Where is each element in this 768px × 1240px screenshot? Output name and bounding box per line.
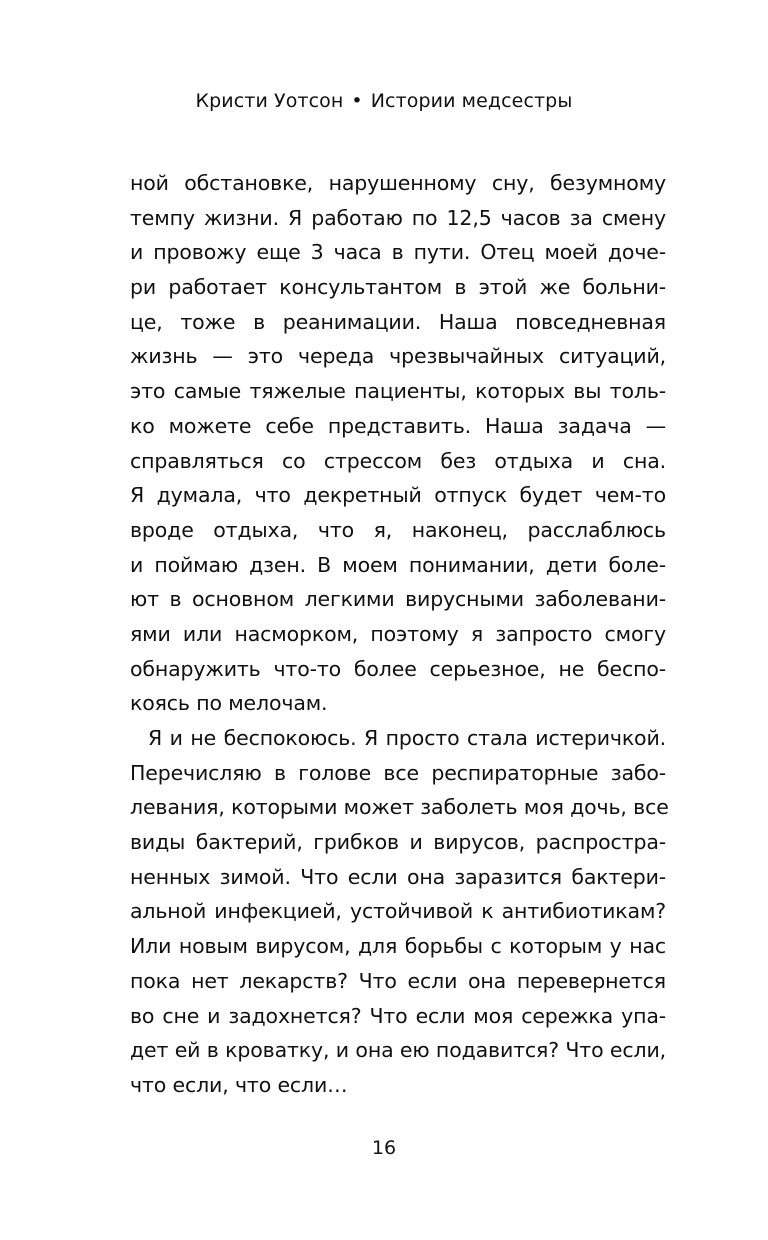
header-title: Истории медсестры — [370, 90, 573, 112]
page-number: 16 — [371, 1137, 397, 1159]
text-line: обнаружить что-то более серьезное, не беспо- — [130, 656, 666, 681]
text-line: и провожу еще 3 часа в пути. Отец моей доче- — [130, 240, 666, 265]
text-line: ют в основном легкими вирусными заболевани- — [130, 587, 666, 612]
text-line: ями или насморком, поэтому я запросто смогу — [130, 621, 666, 646]
text-line: Перечисляю в голове все респираторные забо- — [130, 760, 666, 785]
text-line: виды бактерий, грибков и вирусов, распростра- — [130, 830, 666, 855]
body-text — [130, 166, 669, 1103]
text-line: справляться со стрессом без отдыха и сна. — [130, 448, 666, 473]
text-line: коясь по мелочам. — [130, 691, 328, 716]
text-line: во сне и задохнется? Что если моя сережка упа- — [130, 1003, 666, 1028]
text-line: дет ей в кроватку, и она ею подавится? Что если, — [130, 1038, 666, 1063]
text-line: Я думала, что декретный отпуск будет чем-то — [130, 483, 666, 508]
text-line: левания, которыми может заболеть моя дочь, все — [130, 795, 669, 820]
text-line: вроде отдыха, что я, наконец, расслаблюсь — [130, 517, 666, 542]
running-head — [0, 88, 768, 114]
text-line: и поймаю дзен. В моем понимании, дети боле- — [130, 552, 666, 577]
text-line: пока нет лекарств? Что если она перевернется — [130, 968, 666, 993]
text-line: Я и не беспокоюсь. Я просто стала истеричкой. — [148, 726, 666, 750]
text-line: жизнь — это череда чрезвычайных ситуаций, — [130, 344, 666, 369]
text-line: ненных зимой. Что если она заразится бактери- — [130, 864, 666, 889]
text-line: альной инфекцией, устойчивой к антибиотикам? — [130, 899, 666, 924]
text-line: ри работает консультантом в этой же больни- — [130, 275, 666, 300]
text-line: ко можете себе представить. Наша задача — — [130, 413, 666, 438]
text-line: это самые тяжелые пациенты, которых вы толь- — [130, 379, 666, 404]
text-line: це, тоже в реанимации. Наша повседневная — [130, 309, 666, 334]
text-line: ной обстановке, нарушенному сну, безумному — [130, 171, 666, 195]
header-author: Кристи Уотсон — [195, 90, 344, 112]
text-line: что если, что если… — [130, 1072, 348, 1097]
text-line: Или новым вирусом, для борьбы с которым у нас — [130, 934, 666, 959]
header-separator: • — [351, 90, 363, 112]
text-line: темпу жизни. Я работаю по 12,5 часов за смену — [130, 205, 666, 230]
